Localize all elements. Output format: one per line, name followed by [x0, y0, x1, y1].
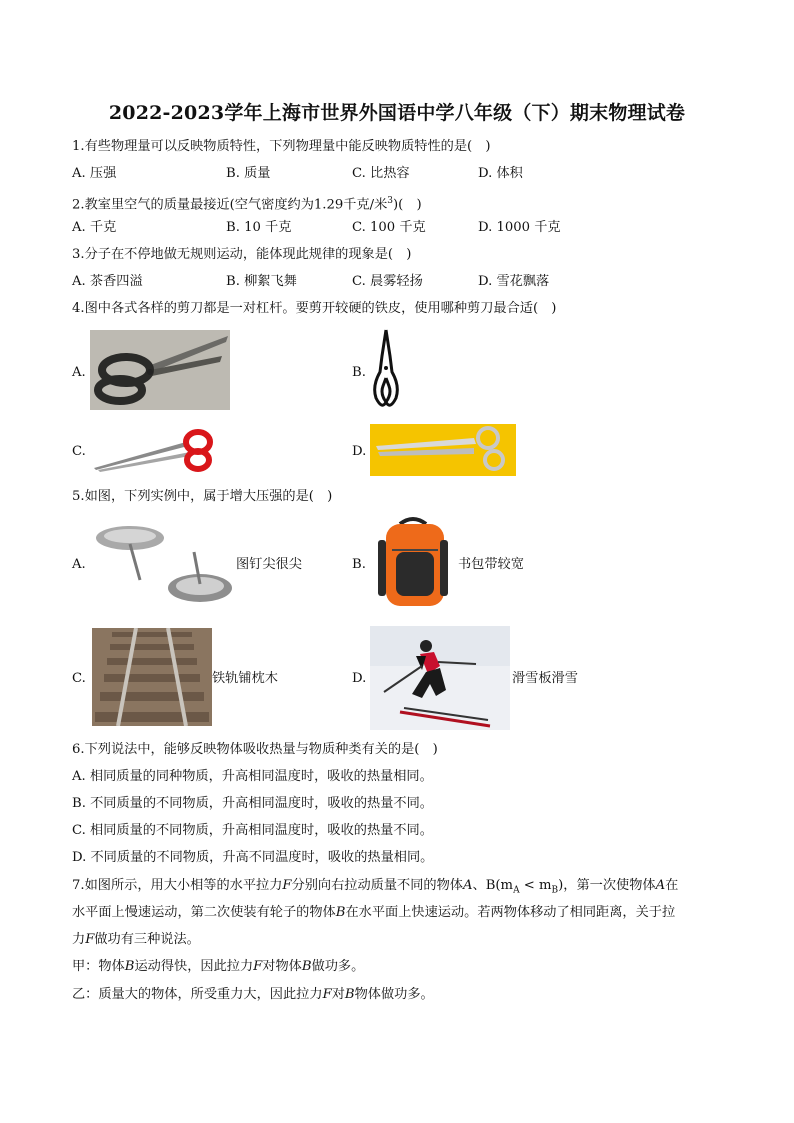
question-7-line-2: 水平面上慢速运动，第二次使装有轮子的物体B在水平面上快速运动。若两物体移动了相同距离，关于拉 [72, 905, 676, 920]
question-7-statement-jia: 甲：物体B运动得快，因此拉力F对物体B做功多。 [72, 959, 365, 974]
q6-option-c: C. 相同质量的不同物质，升高相同温度时，吸收的热量不同。 [72, 823, 433, 838]
q2-option-a: A. 千克 [72, 220, 117, 235]
question-6-stem: 6.下列说法中，能够反映物体吸收热量与物质种类有关的是( ) [72, 742, 438, 757]
question-3-stem: 3.分子在不停地做无规则运动，能体现此规律的现象是( ) [72, 247, 412, 262]
q1-option-b: B. 质量 [226, 166, 271, 181]
q3-option-c: C. 晨雾轻扬 [352, 274, 423, 289]
q6-option-b: B. 不同质量的不同物质，升高相同温度时，吸收的热量不同。 [72, 796, 433, 811]
q3-option-a: A. 茶香四溢 [72, 274, 143, 289]
q5-label-d: D. [352, 671, 367, 686]
q6-option-a: A. 相同质量的同种物质，升高相同温度时，吸收的热量相同。 [72, 769, 433, 784]
q5-label-c: C. [72, 671, 86, 686]
q4-label-c: C. [72, 444, 86, 459]
question-5-stem: 5.如图，下列实例中，属于增大压强的是( ) [72, 489, 333, 504]
skier-image [370, 626, 510, 730]
red-handle-scissors-image [90, 424, 216, 476]
q6-option-d: D. 不同质量的不同物质，升高不同温度时，吸收的热量相同。 [72, 850, 434, 865]
bonsai-scissors-image [368, 328, 404, 414]
q1-option-c: C. 比热容 [352, 166, 410, 181]
railway-track-image [92, 628, 212, 726]
q5-caption-d: 滑雪板滑雪 [512, 671, 578, 686]
question-1-stem: 1.有些物理量可以反映物质特性，下列物理量中能反映物质特性的是( ) [72, 139, 491, 154]
q3-option-d: D. 雪花飘落 [478, 274, 550, 289]
backpack-image [370, 514, 456, 610]
q5-caption-c: 铁轨铺枕木 [212, 671, 278, 686]
question-4-stem: 4.图中各式各样的剪刀都是一对杠杆。要剪开较硬的铁皮，使用哪种剪刀最合适( ) [72, 301, 557, 316]
heavy-scissors-image [90, 330, 230, 410]
q3-option-b: B. 柳絮飞舞 [226, 274, 297, 289]
question-7-line-1: 7.如图所示，用大小相等的水平拉力F分别向右拉动质量不同的物体A、$B(m_A < m_B)$，第一次使物体A在 [72, 878, 679, 896]
page-title: 2022-2023学年上海市世界外国语中学八年级（下）期末物理试卷 [108, 102, 686, 124]
q4-label-b: B. [352, 365, 366, 380]
thumbtack-image [90, 514, 234, 610]
q5-label-b: B. [352, 557, 366, 572]
q4-label-a: A. [72, 365, 86, 380]
q5-caption-b: 书包带较宽 [458, 557, 524, 572]
q2-option-b: B. 10 千克 [226, 220, 292, 235]
q5-caption-a: 图钉尖很尖 [236, 557, 302, 572]
question-7-statement-yi: 乙：质量大的物体，所受重力大，因此拉力F对B物体做功多。 [72, 987, 434, 1002]
q5-label-a: A. [72, 557, 86, 572]
q2-option-c: C. 100 千克 [352, 220, 426, 235]
q4-label-d: D. [352, 444, 367, 459]
q2-option-d: D. 1000 千克 [478, 220, 561, 235]
hair-scissors-image [370, 424, 516, 476]
question-7-line-3: 力F做功有三种说法。 [72, 932, 200, 947]
q1-option-d: D. 体积 [478, 166, 523, 181]
q1-option-a: A. 压强 [72, 166, 117, 181]
question-2-stem: 2.教室里空气的质量最接近(空气密度约为1.29千克/米$^3$)( ) [72, 196, 422, 213]
